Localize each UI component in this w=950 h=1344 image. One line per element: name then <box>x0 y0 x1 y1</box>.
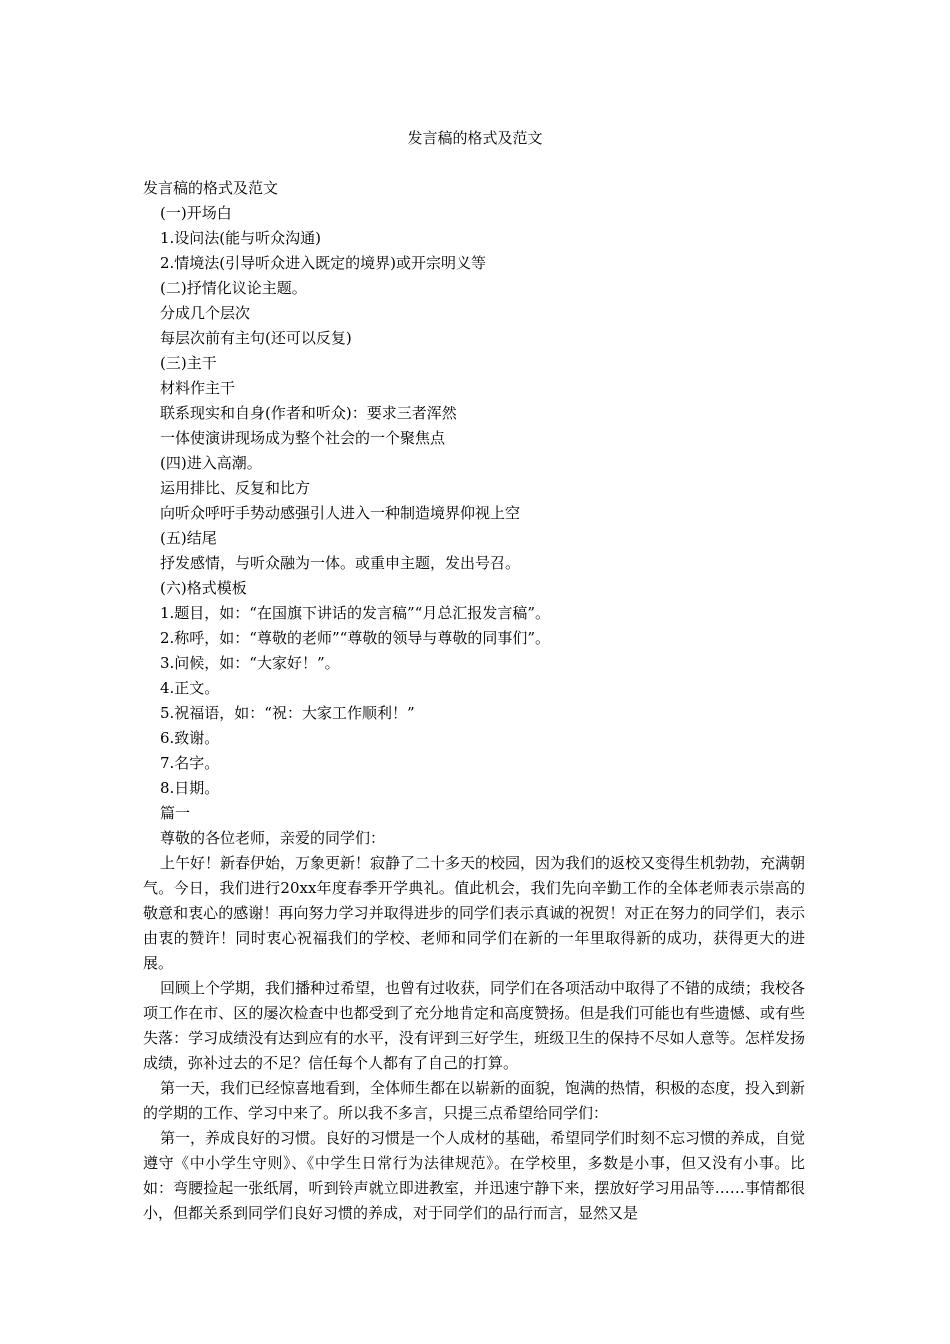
document-body <box>143 176 805 1226</box>
outline-line: 每层次前有主句(还可以反复) <box>160 329 352 347</box>
outline-line: 材料作主干 <box>160 379 236 397</box>
outline-line: (二)抒情化议论主题。 <box>160 279 307 297</box>
outline-line: 1.设问法(能与听众沟通) <box>160 229 322 247</box>
outline-line: 4.正文。 <box>160 679 220 697</box>
body-paragraph: 回顾上个学期，我们播种过希望，也曾有过收获，同学们在各项活动中取得了不错的成绩；我校各项工作在市、区的屡次检查中也都受到了充分地肯定和高度赞扬。但是我们可能也有些遗憾、或有些失落：学习成绩没有达到应有的水平，没有评到三好学生，班级卫生的保持不尽如人意等。怎样发扬成绩，弥补过去的不足？信任每个人都有了自己的打算。 <box>143 979 806 1072</box>
outline-line: (五)结尾 <box>160 529 217 547</box>
outline-line: 一体使演讲现场成为整个社会的一个聚焦点 <box>160 429 446 447</box>
outline-line: 6.致谢。 <box>160 729 220 747</box>
outline-line: 向听众呼吁手势动感强引人进入一种制造境界仰视上空 <box>160 504 521 522</box>
outline-line: 3.问候，如：“大家好！”。 <box>160 654 340 672</box>
outline-line: 2.称呼，如：“尊敬的老师”“尊敬的领导与尊敬的同事们”。 <box>160 629 550 647</box>
outline-line: (六)格式模板 <box>160 579 247 597</box>
outline-line: 8.日期。 <box>160 779 220 797</box>
section-heading: 发言稿的格式及范文 <box>143 179 279 197</box>
outline-line: 篇一 <box>160 804 191 822</box>
body-paragraph: 第一天，我们已经惊喜地看到，全体师生都在以崭新的面貌，饱满的热情，积极的态度，投入到新的学期的工作、学习中来了。所以我不多言，只提三点希望给同学们： <box>143 1079 806 1122</box>
outline-line: 分成几个层次 <box>160 304 251 322</box>
outline-line: 2.情境法(引导听众进入既定的境界)或开宗明义等 <box>160 254 487 272</box>
outline-line: 运用排比、反复和比方 <box>160 479 311 497</box>
body-paragraph: 上午好！新春伊始，万象更新！寂静了二十多天的校园，因为我们的返校又变得生机勃勃，充满朝气。今日，我们进行20xx年度春季开学典礼。值此机会，我们先向辛勤工作的全体老师表示崇高的敬意和衷心的感谢！再向努力学习并取得进步的同学们表示真诚的祝贺！对正在努力的同学们，表示由衷的赞许！同时衷心祝福我们的学校、老师和同学们在新的一年里取得新的成功，获得更大的进展。 <box>143 854 806 972</box>
outline-line: 抒发感情，与听众融为一体。或重申主题，发出号召。 <box>160 554 521 572</box>
document-title: 发言稿的格式及范文 <box>407 129 543 147</box>
outline-line: 5.祝福语，如：“祝：大家工作顺利！” <box>160 704 415 722</box>
outline-line: 联系现实和自身(作者和听众)：要求三者浑然 <box>160 404 457 422</box>
body-paragraph: 第一，养成良好的习惯。良好的习惯是一个人成材的基础，希望同学们时刻不忘习惯的养成，自觉遵守《中小学生守则》、《中学生日常行为法律规范》。在学校里，多数是小事，但又没有小事。比如：弯腰捡起一张纸屑，听到铃声就立即进教室，并迅速宁静下来，摆放好学习用品等……事情都很小，但都关系到同学们良好习惯的养成，对于同学们的品行而言，显然又是 <box>143 1129 806 1222</box>
outline-line: 1.题目，如：“在国旗下讲话的发言稿”“月总汇报发言稿”。 <box>160 604 550 622</box>
outline-line: (四)进入高潮。 <box>160 454 262 472</box>
outline-line: 7.名字。 <box>160 754 220 772</box>
outline-line: (一)开场白 <box>160 204 232 222</box>
outline-line: (三)主干 <box>160 354 217 372</box>
salutation-line: 尊敬的各位老师，亲爱的同学们： <box>160 829 386 847</box>
